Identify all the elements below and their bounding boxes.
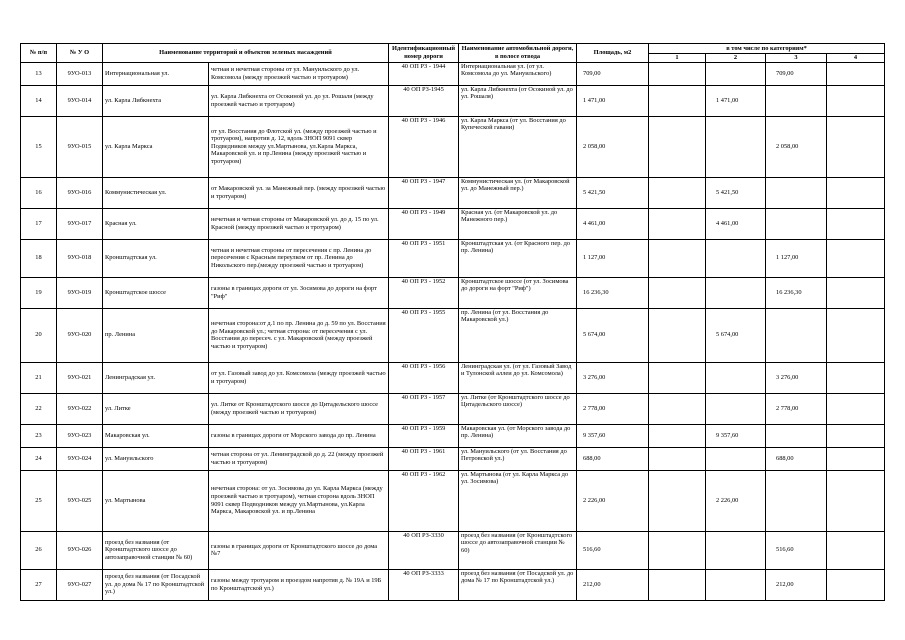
row-description: четная и нечетная стороны от ул. Мануильского до ул. Комсомола (между проезжей частью и тротуаром) bbox=[209, 62, 389, 85]
row-description: нечетная сторона:от д.1 по пр. Ленина до д. 59 по ул. Восстания до Макаровской ул.; четная сторона: от пересечения с ул. Восстания до пересеч. с ул. Макаровской (между проезжей частью и тротуаром) bbox=[209, 308, 389, 362]
row-road: проезд без названия (от Посадской ул. до дома № 17 по Кронштадтской ул.) bbox=[459, 569, 577, 600]
row-area: 2 778,00 bbox=[577, 393, 649, 424]
row-cat-2: 4 461,00 bbox=[706, 208, 766, 239]
row-uo: 9УО-017 bbox=[57, 208, 103, 239]
row-cat-4 bbox=[827, 393, 885, 424]
row-cat-3 bbox=[766, 208, 827, 239]
row-cat-2 bbox=[706, 531, 766, 569]
table-header bbox=[21, 44, 885, 63]
row-description: газоны в границах дороги от ул. Зосимова до дороги на форт "Риф" bbox=[209, 277, 389, 308]
row-name: Красная ул. bbox=[103, 208, 209, 239]
row-road: Интернациональная ул. (от ул. Комсомола до ул. Мануильского) bbox=[459, 62, 577, 85]
row-cat-1 bbox=[649, 470, 706, 531]
row-area: 709,00 bbox=[577, 62, 649, 85]
row-uo: 9УО-019 bbox=[57, 277, 103, 308]
header-uo: № У О bbox=[57, 44, 103, 63]
header-ident: Идентификационный номер дороги bbox=[389, 44, 459, 63]
row-number: 19 bbox=[21, 277, 57, 308]
row-road: проезд без названия (от Кронштадтского шоссе до автозаправочной станции № 60) bbox=[459, 531, 577, 569]
row-area: 212,00 bbox=[577, 569, 649, 600]
row-number: 17 bbox=[21, 208, 57, 239]
row-ident: 40 ОП РЗ - 1956 bbox=[389, 362, 459, 393]
row-uo: 9УО-014 bbox=[57, 85, 103, 116]
row-ident: 40 ОП РЗ - 1946 bbox=[389, 116, 459, 177]
row-uo: 9УО-020 bbox=[57, 308, 103, 362]
row-uo: 9УО-025 bbox=[57, 470, 103, 531]
row-number: 13 bbox=[21, 62, 57, 85]
table-row bbox=[21, 116, 885, 177]
row-area: 1 471,00 bbox=[577, 85, 649, 116]
row-ident: 40 ОП РЗ - 1962 bbox=[389, 470, 459, 531]
row-description: от Макаровской ул. за Манежный пер. (между проезжей частью и тротуаром) bbox=[209, 177, 389, 208]
row-name: пр. Ленина bbox=[103, 308, 209, 362]
header-cat-3: 3 bbox=[766, 54, 827, 63]
row-number: 21 bbox=[21, 362, 57, 393]
green-zones-table bbox=[20, 43, 885, 601]
row-road: ул. Мартынова (от ул. Карла Маркса до ул. Зосимова) bbox=[459, 470, 577, 531]
row-ident: 40 ОП РЗ - 1951 bbox=[389, 239, 459, 277]
header-name: Наименование территорий и объектов зеленых насаждений bbox=[103, 44, 389, 63]
row-cat-4 bbox=[827, 470, 885, 531]
row-ident: 40 ОП РЗ-3333 bbox=[389, 569, 459, 600]
row-cat-1 bbox=[649, 116, 706, 177]
row-cat-1 bbox=[649, 308, 706, 362]
row-cat-4 bbox=[827, 62, 885, 85]
row-area: 2 226,00 bbox=[577, 470, 649, 531]
row-number: 15 bbox=[21, 116, 57, 177]
row-ident: 40 ОП РЗ-1945 bbox=[389, 85, 459, 116]
row-road: Кронштадтское шоссе (от ул. Зосимова до дороги на форт "Риф") bbox=[459, 277, 577, 308]
row-cat-3: 2 058,00 bbox=[766, 116, 827, 177]
row-road: Кронштадтская ул. (от Красного пер. до пр. Ленина) bbox=[459, 239, 577, 277]
row-name: Коммунистическая ул. bbox=[103, 177, 209, 208]
row-cat-4 bbox=[827, 362, 885, 393]
row-road: пр. Ленина (от ул. Восстания до Макаровской ул.) bbox=[459, 308, 577, 362]
row-number: 18 bbox=[21, 239, 57, 277]
row-uo: 9УО-023 bbox=[57, 424, 103, 447]
row-road: Коммунистическая ул. (от Макаровской ул. до Манежный пер.) bbox=[459, 177, 577, 208]
row-cat-4 bbox=[827, 569, 885, 600]
row-cat-2: 5 674,00 bbox=[706, 308, 766, 362]
row-number: 26 bbox=[21, 531, 57, 569]
row-description: ул. Карла Либкнехта от Осокиной ул. до ул. Рошаля (между проезжей частью и тротуаром) bbox=[209, 85, 389, 116]
table-row bbox=[21, 470, 885, 531]
row-number: 27 bbox=[21, 569, 57, 600]
row-cat-2 bbox=[706, 447, 766, 470]
row-cat-3 bbox=[766, 308, 827, 362]
row-cat-1 bbox=[649, 424, 706, 447]
row-cat-4 bbox=[827, 531, 885, 569]
row-cat-1 bbox=[649, 393, 706, 424]
row-name: Интернациональная ул. bbox=[103, 62, 209, 85]
row-ident: 40 ОП РЗ-3330 bbox=[389, 531, 459, 569]
row-cat-2 bbox=[706, 116, 766, 177]
row-area: 516,60 bbox=[577, 531, 649, 569]
row-number: 25 bbox=[21, 470, 57, 531]
row-cat-4 bbox=[827, 116, 885, 177]
row-cat-1 bbox=[649, 531, 706, 569]
header-cat-2: 2 bbox=[706, 54, 766, 63]
row-name: проезд без названия (от Кронштадтского шоссе до автозаправочной станции № 60) bbox=[103, 531, 209, 569]
row-cat-3 bbox=[766, 424, 827, 447]
row-cat-3: 1 127,00 bbox=[766, 239, 827, 277]
row-cat-4 bbox=[827, 277, 885, 308]
table-body bbox=[21, 62, 885, 600]
row-name: Ленинградская ул. bbox=[103, 362, 209, 393]
row-cat-4 bbox=[827, 208, 885, 239]
row-road: ул. Мануильского (от ул. Восстания до Петровской ул.) bbox=[459, 447, 577, 470]
row-name: ул. Карла Маркса bbox=[103, 116, 209, 177]
header-cat-1: 1 bbox=[649, 54, 706, 63]
row-description: нечетная сторона: от ул. Зосимова до ул. Карла Маркса (между проезжей частью и тротуаром), четная сторона вдоль ЗНОП 9091 сквер Подводников между ул.Мартынова, ул.Карла Маркса, Макаровской ул. и пр.Ленина bbox=[209, 470, 389, 531]
row-cat-4 bbox=[827, 239, 885, 277]
row-cat-3: 3 276,00 bbox=[766, 362, 827, 393]
row-cat-2: 2 226,00 bbox=[706, 470, 766, 531]
table-row bbox=[21, 569, 885, 600]
table-row bbox=[21, 531, 885, 569]
row-uo: 9УО-018 bbox=[57, 239, 103, 277]
row-number: 24 bbox=[21, 447, 57, 470]
table-row bbox=[21, 308, 885, 362]
row-description: четная и нечетная стороны от пересечения с пр. Ленина до пересечения с Красным переулком от пр. Ленина до Никольского пер.(между проезжей частью и тротуаром) bbox=[209, 239, 389, 277]
row-road: Макаровская ул. (от Морского завода до пр. Ленина) bbox=[459, 424, 577, 447]
row-uo: 9УО-022 bbox=[57, 393, 103, 424]
row-cat-2: 9 357,60 bbox=[706, 424, 766, 447]
row-name: ул. Мануильского bbox=[103, 447, 209, 470]
row-cat-1 bbox=[649, 362, 706, 393]
row-cat-1 bbox=[649, 62, 706, 85]
row-cat-4 bbox=[827, 447, 885, 470]
row-cat-2 bbox=[706, 393, 766, 424]
table-row bbox=[21, 393, 885, 424]
row-uo: 9УО-015 bbox=[57, 116, 103, 177]
row-ident: 40 ОП РЗ - 1959 bbox=[389, 424, 459, 447]
row-cat-3: 16 236,30 bbox=[766, 277, 827, 308]
row-name: Кронштадтское шоссе bbox=[103, 277, 209, 308]
row-area: 9 357,60 bbox=[577, 424, 649, 447]
row-name: Кронштадтская ул. bbox=[103, 239, 209, 277]
row-number: 16 bbox=[21, 177, 57, 208]
row-cat-3: 212,00 bbox=[766, 569, 827, 600]
row-cat-4 bbox=[827, 424, 885, 447]
row-description: нечетная и четная стороны от Макаровской ул. до д. 15 по ул. Красной (между проезжей частью и тротуаром) bbox=[209, 208, 389, 239]
row-area: 16 236,30 bbox=[577, 277, 649, 308]
table-row bbox=[21, 177, 885, 208]
row-uo: 9УО-024 bbox=[57, 447, 103, 470]
row-area: 3 276,00 bbox=[577, 362, 649, 393]
row-cat-1 bbox=[649, 85, 706, 116]
header-cat-4: 4 bbox=[827, 54, 885, 63]
row-cat-2 bbox=[706, 239, 766, 277]
row-ident: 40 ОП РЗ - 1957 bbox=[389, 393, 459, 424]
row-cat-2 bbox=[706, 569, 766, 600]
row-cat-2: 5 421,50 bbox=[706, 177, 766, 208]
row-description: от ул. Восстания до Флотской ул. (между проезжей частью и тротуаром), напротив д. 12, вдоль ЗНОП 9091 сквер Подведников между ул.Мартынова, ул.Карла Маркса, Макаровской ул. и пр.Ленина (между проезжей частью и тротуаром) bbox=[209, 116, 389, 177]
row-cat-1 bbox=[649, 208, 706, 239]
row-ident: 40 ОП РЗ - 1952 bbox=[389, 277, 459, 308]
row-number: 14 bbox=[21, 85, 57, 116]
row-ident: 40 ОП РЗ - 1944 bbox=[389, 62, 459, 85]
row-description: четная сторона от ул. Ленинградской до д. 22 (между проезжей частью и тротуаром) bbox=[209, 447, 389, 470]
table-row bbox=[21, 62, 885, 85]
row-cat-2 bbox=[706, 362, 766, 393]
row-area: 688,00 bbox=[577, 447, 649, 470]
table-row bbox=[21, 447, 885, 470]
row-ident: 40 ОП РЗ - 1947 bbox=[389, 177, 459, 208]
row-name: Макаровская ул. bbox=[103, 424, 209, 447]
table-row bbox=[21, 424, 885, 447]
row-uo: 9УО-016 bbox=[57, 177, 103, 208]
row-ident: 40 ОП РЗ - 1955 bbox=[389, 308, 459, 362]
row-number: 23 bbox=[21, 424, 57, 447]
row-name: ул. Литке bbox=[103, 393, 209, 424]
row-cat-2 bbox=[706, 62, 766, 85]
table-row bbox=[21, 208, 885, 239]
row-road: ул. Карла Маркса (от ул. Восстания до Купеческой гавани) bbox=[459, 116, 577, 177]
row-cat-2 bbox=[706, 277, 766, 308]
row-description: газоны в границах дороги от Морского завода до пр. Ленина bbox=[209, 424, 389, 447]
row-cat-1 bbox=[649, 569, 706, 600]
row-description: газоны в границах дороги от Кронштадтского шоссе до дома №7 bbox=[209, 531, 389, 569]
row-name: проезд без названия (от Посадской ул. до дома № 17 по Кронштадтской ул.) bbox=[103, 569, 209, 600]
row-road: ул. Карла Либкнехта (от Осокиной ул. до ул. Рошаля) bbox=[459, 85, 577, 116]
row-cat-4 bbox=[827, 308, 885, 362]
row-cat-1 bbox=[649, 447, 706, 470]
row-road: ул. Литке (от Кронштадтского шоссе до Цитадельского шоссе) bbox=[459, 393, 577, 424]
row-uo: 9УО-021 bbox=[57, 362, 103, 393]
row-description: от ул. Газовый завод до ул. Комсомола (между проезжей частью и тротуаром) bbox=[209, 362, 389, 393]
row-uo: 9УО-026 bbox=[57, 531, 103, 569]
table-row bbox=[21, 277, 885, 308]
table-row bbox=[21, 239, 885, 277]
row-road: Ленинградская ул. (от ул. Газовый Завод и Тулонской аллеи до ул. Комсомола) bbox=[459, 362, 577, 393]
row-ident: 40 ОП РЗ - 1949 bbox=[389, 208, 459, 239]
row-cat-3 bbox=[766, 177, 827, 208]
row-cat-1 bbox=[649, 177, 706, 208]
row-cat-3 bbox=[766, 85, 827, 116]
row-name: ул. Мартынова bbox=[103, 470, 209, 531]
header-road: Наименование автомобильной дороги, в полосе отвода bbox=[459, 44, 577, 63]
header-categories: в том числе по категориям* bbox=[649, 44, 885, 54]
row-area: 4 461,00 bbox=[577, 208, 649, 239]
table-row bbox=[21, 362, 885, 393]
header-area: Площадь, м2 bbox=[577, 44, 649, 63]
row-area: 5 421,50 bbox=[577, 177, 649, 208]
row-cat-2: 1 471,00 bbox=[706, 85, 766, 116]
row-number: 22 bbox=[21, 393, 57, 424]
row-cat-3: 2 778,00 bbox=[766, 393, 827, 424]
row-uo: 9УО-013 bbox=[57, 62, 103, 85]
row-number: 20 bbox=[21, 308, 57, 362]
row-cat-3: 688,00 bbox=[766, 447, 827, 470]
header-no: № п/п bbox=[21, 44, 57, 63]
row-area: 1 127,00 bbox=[577, 239, 649, 277]
row-area: 5 674,00 bbox=[577, 308, 649, 362]
row-area: 2 058,00 bbox=[577, 116, 649, 177]
row-uo: 9УО-027 bbox=[57, 569, 103, 600]
row-cat-1 bbox=[649, 277, 706, 308]
row-road: Красная ул. (от Макаровской ул. до Манежного пер.) bbox=[459, 208, 577, 239]
row-cat-1 bbox=[649, 239, 706, 277]
row-cat-4 bbox=[827, 85, 885, 116]
row-description: газоны между тротуаром и проездом напротив д. № 19А и 19Б по Кронштадтской ул.) bbox=[209, 569, 389, 600]
row-ident: 40 ОП РЗ - 1961 bbox=[389, 447, 459, 470]
row-description: ул. Литке от Кронштадтского шоссе до Цитадельского шоссе (между проезжей частью и тротуаром) bbox=[209, 393, 389, 424]
row-cat-3: 516,60 bbox=[766, 531, 827, 569]
row-cat-3 bbox=[766, 470, 827, 531]
table-row bbox=[21, 85, 885, 116]
row-cat-3: 709,00 bbox=[766, 62, 827, 85]
row-name: ул. Карла Либкнехта bbox=[103, 85, 209, 116]
row-cat-4 bbox=[827, 177, 885, 208]
